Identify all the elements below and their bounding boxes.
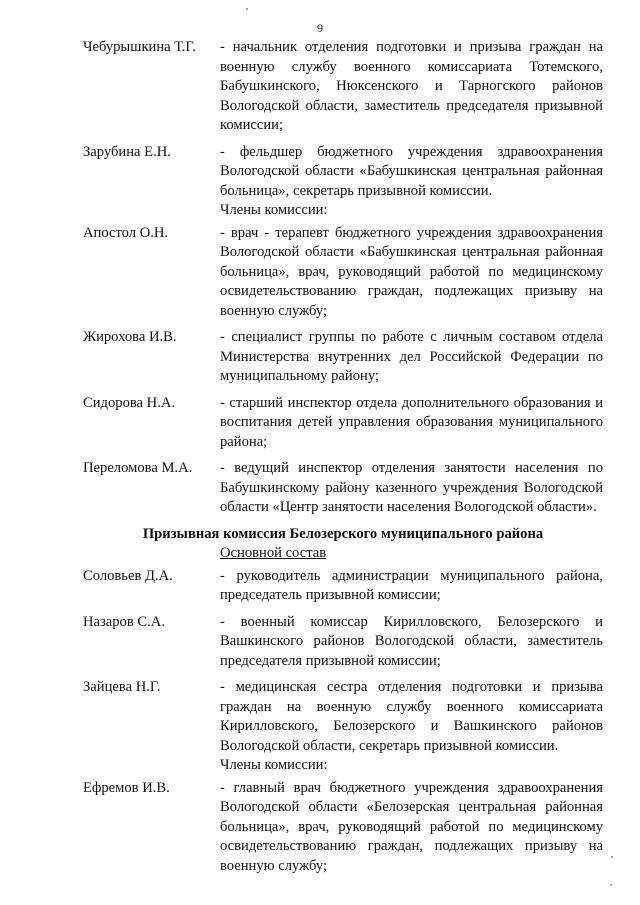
member-name: Соловьев Д.А. [83, 567, 173, 584]
member-position: - ведущий инспектор отделения занятости населения по Бабушкинскому району казенного учреждения Вологодской области «Центр занятости населения Вологодской области». [220, 460, 603, 515]
member-name: Сидорова Н.А. [83, 394, 176, 411]
member-name: Ефремов И.В. [83, 779, 170, 796]
member-name: Жирохова И.В. [83, 329, 177, 345]
member-name: Чебурышкина Т.Г. [83, 39, 196, 55]
member-position: - руководитель администрации муниципального района, председатель призывной комиссии; [220, 567, 603, 603]
main-staff-heading: Основной состав [220, 545, 327, 561]
member-position: - специалист группы по работе с личным составом отдела Министерства внутренних дел Российской Федерации по муниципальному району; [220, 329, 603, 384]
member-name: Назаров С.А. [83, 613, 165, 630]
member-position: - врач - терапевт бюджетного учреждения здравоохранения Вологодской области «Бабушкинская центральная районная больница», врач, руководящий работой по медицинскому освидетельствованию граждан, подлежащих призыву на военную службу; [220, 224, 603, 319]
member-entry [83, 38, 603, 136]
member-position: - фельдшер бюджетного учреждения здравоохранения Вологодской области «Бабушкинская центральная районная больница», секретарь призывной комиссии. [220, 143, 603, 199]
section-title: Призывная комиссия Белозерского муниципального района [142, 525, 544, 542]
scan-speck [246, 8, 248, 10]
member-entry [83, 143, 603, 202]
member-name: Переломова М.А. [83, 460, 193, 476]
scan-speck [610, 884, 612, 886]
member-entry [83, 328, 603, 387]
member-entry [83, 459, 603, 518]
document-body [83, 38, 603, 876]
members-heading: Члены комиссии: [220, 757, 328, 773]
member-entry [83, 678, 603, 756]
member-position: - медицинская сестра отделения подготовки и призыва граждан на военную службу военного комиссариата Кирилловского, Белозерского и Вашкинского районов Вологодской области, секретарь призывной комиссии. [220, 679, 603, 754]
member-entry [83, 224, 603, 322]
members-heading: Члены комиссии: [220, 202, 328, 218]
member-name: Зайцева Н.Г. [83, 679, 161, 695]
member-position: - военный комиссар Кирилловского, Белозерского и Вашкинского районов Вологодской области, заместитель председателя призывной комиссии; [220, 613, 603, 669]
member-name: Апостол О.Н. [83, 224, 169, 241]
member-position: - главный врач бюджетного учреждения здравоохранения Вологодской области «Белозерская центральная районная больница», врач, руководящий работой по медицинскому освидетельствованию граждан, подлежащих призыву на военную службу; [220, 779, 603, 874]
member-entry [83, 613, 603, 672]
member-name: Зарубина Е.Н. [83, 143, 171, 160]
member-entry [83, 394, 603, 453]
member-entry [83, 567, 603, 606]
scan-speck [611, 856, 613, 858]
member-position: - начальник отделения подготовки и призыва граждан на военную службу военного комиссариата Тотемского, Бабушкинского, Нюксенского и Тарногского районов Вологодской области, заместитель председателя призывной комиссии; [220, 39, 603, 133]
member-entry [83, 779, 603, 877]
member-position: - старший инспектор отдела дополнительного образования и воспитания детей управления образования муниципального района; [220, 394, 603, 450]
page-number: 9 [317, 21, 323, 35]
